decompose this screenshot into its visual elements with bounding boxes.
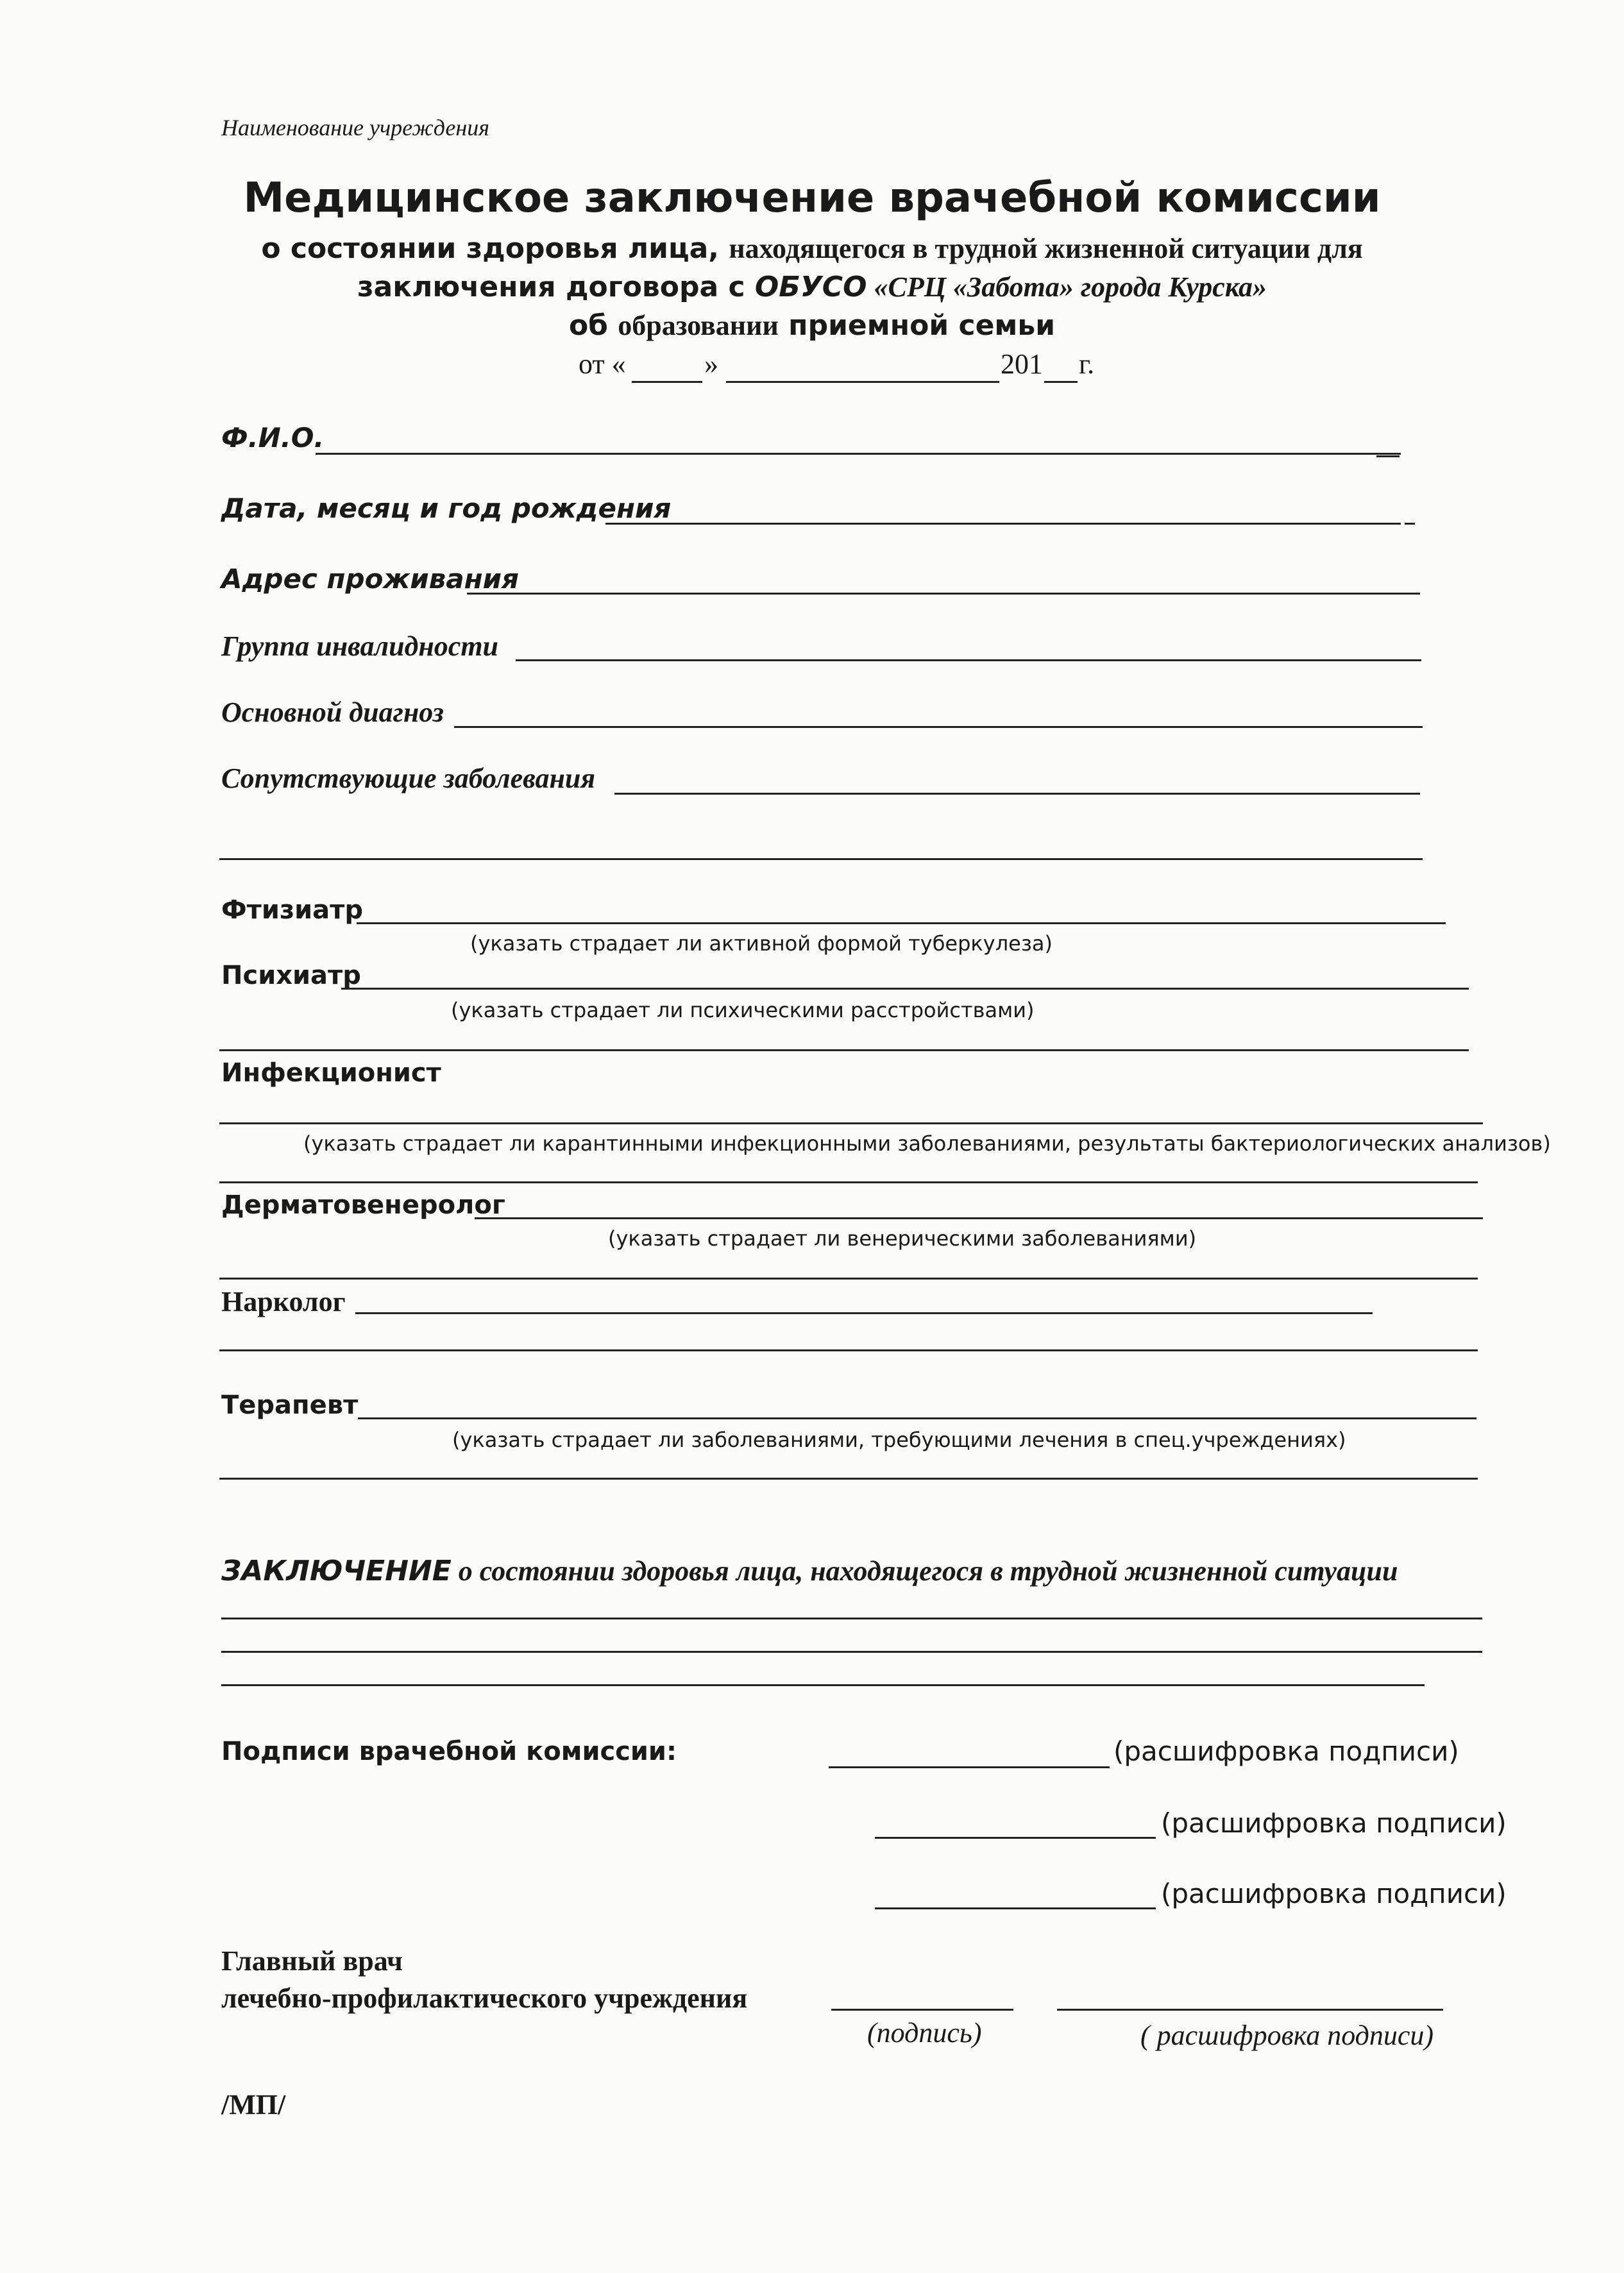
dermatovenereologist-line-2[interactable] xyxy=(219,1278,1478,1280)
comorbidities-label: Сопутствующие заболевания xyxy=(221,763,596,794)
disability-group-label: Группа инвалидности xyxy=(221,630,499,662)
subtitle-line-2: заключения договора с ОБУСО «СРЦ «Забота» города Курска» xyxy=(357,271,1267,303)
signature-decoding-1: (расшифровка подписи) xyxy=(1113,1736,1459,1767)
narcologist-label: Нарколог xyxy=(221,1286,346,1317)
chief-doctor-label-1: Главный врач xyxy=(221,1945,403,1977)
disability-group-line[interactable] xyxy=(516,659,1421,661)
chief-signature-line[interactable] xyxy=(831,2009,1013,2011)
dermatovenereologist-label: Дерматовенеролог xyxy=(221,1190,505,1220)
fio-line[interactable] xyxy=(316,453,1401,455)
psychiatrist-label: Психиатр xyxy=(221,961,361,990)
fio-line-tail xyxy=(1376,455,1400,457)
infectionist-label: Инфекционист xyxy=(221,1058,441,1088)
conclusion-line-1[interactable] xyxy=(221,1618,1482,1619)
document-title: Медицинское заключение врачебной комиссии xyxy=(243,174,1381,222)
phthisiatrician-label: Фтизиатр xyxy=(221,895,363,925)
commission-signatures-label: Подписи врачебной комиссии: xyxy=(221,1737,677,1766)
subtitle-line-3: об образовании приемной семьи xyxy=(568,309,1056,342)
conclusion-line-3[interactable] xyxy=(221,1684,1425,1686)
therapist-label: Терапевт xyxy=(221,1390,359,1420)
date-year-prefix: 201 xyxy=(1001,348,1043,380)
conclusion-label: ЗАКЛЮЧЕНИЕ xyxy=(221,1555,452,1587)
comorbidities-line[interactable] xyxy=(614,793,1420,795)
therapist-hint: (указать страдает ли заболеваниями, требующими лечения в спец.учреждениях) xyxy=(452,1428,1346,1452)
phthisiatrician-line[interactable] xyxy=(357,922,1446,924)
commission-signature-line-1[interactable] xyxy=(829,1766,1110,1768)
address-label: Адрес проживания xyxy=(221,563,519,595)
date-day-line[interactable] xyxy=(632,381,702,383)
infectionist-hint: (указать страдает ли карантинными инфекционными заболеваниями, результаты бактериологических анализов) xyxy=(303,1131,1551,1156)
subtitle-line-1: о состоянии здоровья лица, находящегося в трудной жизненной ситуации для xyxy=(261,232,1363,265)
infectionist-line[interactable] xyxy=(219,1122,1483,1124)
date-year-line[interactable] xyxy=(1044,381,1078,383)
birth-date-label: Дата, месяц и год рождения xyxy=(221,493,672,524)
therapist-line-2[interactable] xyxy=(219,1478,1478,1480)
conclusion-text: о состоянии здоровья лица, находящегося в трудной жизненной ситуации xyxy=(451,1555,1398,1587)
chief-decoding-line[interactable] xyxy=(1057,2009,1443,2011)
address-line[interactable] xyxy=(467,593,1420,595)
commission-signature-line-2[interactable] xyxy=(875,1837,1156,1839)
date-mid: » xyxy=(704,348,718,380)
main-diagnosis-line[interactable] xyxy=(454,726,1423,728)
chief-doctor-label-2: лечебно-профилактического учреждения xyxy=(221,1982,748,2014)
decoding-hint: ( расшифровка подписи) xyxy=(1140,2020,1434,2051)
date-prefix: от « xyxy=(579,348,626,380)
signature-hint: (подпись) xyxy=(867,2017,982,2049)
fio-label: Ф.И.О. xyxy=(221,422,325,453)
signature-decoding-3: (расшифровка подписи) xyxy=(1161,1878,1507,1909)
narcologist-line[interactable] xyxy=(355,1312,1373,1314)
dermatovenereologist-line[interactable] xyxy=(475,1217,1483,1219)
stamp-label: /МП/ xyxy=(221,2089,286,2120)
psychiatrist-line[interactable] xyxy=(341,988,1469,990)
conclusion-line-2[interactable] xyxy=(221,1651,1482,1653)
psychiatrist-line-2[interactable] xyxy=(219,1049,1469,1051)
date-suffix: г. xyxy=(1079,348,1095,380)
dermatovenereologist-hint: (указать страдает ли венерическими заболеваниями) xyxy=(608,1226,1197,1251)
therapist-line[interactable] xyxy=(358,1417,1476,1419)
signature-decoding-2: (расшифровка подписи) xyxy=(1161,1807,1507,1839)
birth-date-line[interactable] xyxy=(605,523,1401,525)
psychiatrist-hint: (указать страдает ли психическими расстройствами) xyxy=(451,998,1035,1022)
narcologist-line-2[interactable] xyxy=(219,1349,1478,1351)
date-month-line[interactable] xyxy=(726,381,999,383)
phthisiatrician-hint: (указать страдает ли активной формой туберкулеза) xyxy=(470,931,1053,956)
comorbidities-line-2[interactable] xyxy=(219,858,1423,860)
institution-label: Наименование учреждения xyxy=(221,115,489,140)
infectionist-line-2[interactable] xyxy=(219,1181,1478,1183)
commission-signature-line-3[interactable] xyxy=(875,1907,1156,1909)
conclusion-heading xyxy=(221,1555,1398,1587)
main-diagnosis-label: Основной диагноз xyxy=(221,697,444,728)
birth-date-line-tail xyxy=(1405,523,1415,525)
